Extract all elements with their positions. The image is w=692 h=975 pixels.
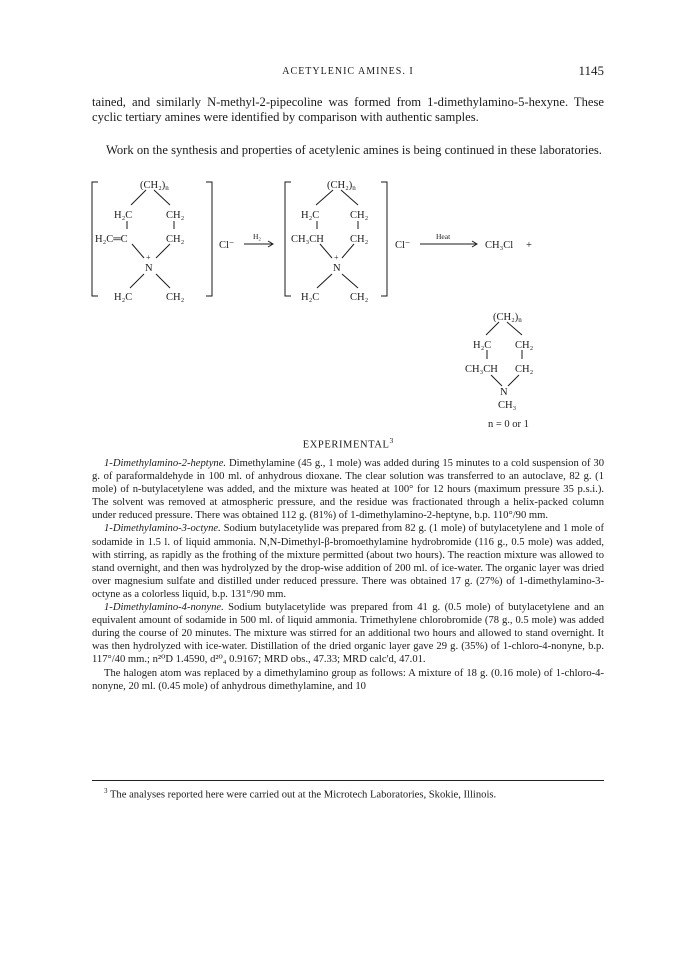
h2c-label-2: H₂C [301,210,320,221]
compound-title: 1-Dimethylamino-4-nonyne. [104,602,224,614]
reaction-scheme [88,178,608,433]
plus-sign: + [526,240,532,251]
procedure-text: Sodium butylacetylide was prepared from 41 g. (0.5 mole) of butylacetylene and an equivalent amount of sodamide in 500 ml. of liquid ammonia. Trimethylene chlorobromide (78 g., 0.5 mole) was added during the course of 20 minutes. The mixture was stirred for an additional two hours and allowed to stand overnight. It was then hydrolyzed with ice-water. Distillation of the dried organic layer gave 29 g. (35%) of 1-chloro-4-nonyne, b.p. 117°/40 mm.; n²⁰D 1.4590, d²⁰₄ 0.9167; MRD obs., 47.33; MRD calc'd, 47.01. [92,602,604,666]
experimental-paragraph [92,457,604,522]
experimental-paragraph [92,522,604,601]
experimental-paragraph [92,667,604,693]
bracket-right-2 [381,182,387,296]
ch2-mid-label-1: CH₂ [166,234,185,245]
ch2-mid-label-2: CH₂ [350,234,369,245]
plus-charge-1: + [146,253,151,262]
page-header [92,63,604,79]
ch3ch-label-3: CH₃CH [465,364,498,375]
reagent-heat: Heat [436,232,451,241]
ch2-top-label-2: CH₂ [350,210,369,221]
ring-top-label-3: (CH₂)n [493,312,522,324]
footnote [92,785,604,802]
h2c-label-1: H₂C [114,210,133,221]
intro-paragraph-1: tained, and similarly N-methyl-2-pipecoline was formed from 1-dimethylamino-5-hexyne. These cyclic tertiary amines were identified by comparison with authentic samples. [92,95,604,125]
footnote-rule [92,780,604,781]
footnote-text: The analyses reported here were carried out at the Microtech Laboratories, Skokie, Illinois. [107,789,497,801]
chloride-label-2: Cl⁻ [395,240,411,251]
experimental-section [92,457,604,693]
n-value-note: n = 0 or 1 [488,419,529,430]
experimental-paragraph [92,601,604,666]
procedure-text: Sodium butylacetylide was prepared from 82 g. (1 mole) of butylacetylene and 1 mole of sodamide in 1.5 l. of liquid ammonia. N,N-Dimethyl-β-bromoethylamine hydrobromide (116 g., 0.5 mole) was added, with stirring, as rapidly as the frothing of the mixture permitted (about two hours). The reaction mixture was allowed to stand overnight, and then was hydrolyzed by the drop-wise addition of 200 ml. of ice-water. The organic layer was dried over magnesium sulfate and distilled under reduced pressure. There was obtained 17 g. (27%) of 1-dimethylamino-3-octyne as a colorless liquid, b.p. 131°/90 mm. [92,523,604,600]
n-methyl-label: CH₃ [498,400,517,411]
nitrogen-label-2: N [333,263,341,274]
methyl-chloride-label: CH₃Cl [485,240,514,251]
plus-charge-2: + [334,253,339,262]
h2c-label-3: H₂C [473,340,492,351]
methyl-right-label-1: CH₂ [166,292,185,303]
compound-title: 1-Dimethylamino-2-heptyne. [104,458,227,469]
procedure-text: The halogen atom was replaced by a dimethylamino group as follows: A mixture of 18 g. (0.16 mole) of 1-chloro-4-nonyne, 20 ml. (0.45 mole) of anhydrous dimethylamine, and 10 [92,667,604,692]
ring-top-label-1: (CH₂)n [140,180,169,192]
bracket-right-1 [206,182,212,296]
reaction-scheme-drawing [88,178,608,433]
ch2-top-label-3: CH₂ [515,340,534,351]
ch2-mid-label-3: CH₂ [515,364,534,375]
chloride-label-1: Cl⁻ [219,240,235,251]
ring-top-label-2: (CH₂)n [327,180,356,192]
nitrogen-label-1: N [145,263,153,274]
page-number: 1145 [578,63,604,78]
experimental-heading: EXPERIMENTAL$^3$ [302,436,394,451]
procedure-text: Dimethylamine (45 g., 1 mole) was added during 15 minutes to a cold suspension of 30 g. of paraformaldehyde in 100 ml. of anhydrous dioxane. The clear solution was transferred to an autoclave, 82 g. (1 mole) of n-butylacetylene was added, and the mixture was heated at 100° for 12 hours (maximum pressure 35 p.s.i.). The solvent was removed at atmospheric pressure, and the residue was fractionated through a helix-packed column under reduced pressure. There was obtained 112 g. (81%) of 1-dimethylamino-2-heptyne, b.p. 110°/90 mm. [92,458,604,522]
methyl-left-label-2: H₂C [301,292,320,303]
methyl-left-label-1: H₂C [114,292,133,303]
ch3ch-label-2: CH₃CH [291,234,324,245]
compound-title: 1-Dimethylamino-3-octyne. [104,523,221,535]
reagent-h2: H₂ [253,232,262,241]
methyl-right-label-2: CH₂ [350,292,369,303]
intro-paragraph-2: Work on the synthesis and properties of acetylenic amines is being continued in these laboratories. [106,143,602,157]
methylene-label: H₂C═C [95,234,128,245]
nitrogen-label-3: N [500,387,508,398]
running-head: ACETYLENIC AMINES. I [282,66,414,77]
footnote-mark: 3 [104,787,108,795]
ch2-top-label-1: CH₂ [166,210,185,221]
